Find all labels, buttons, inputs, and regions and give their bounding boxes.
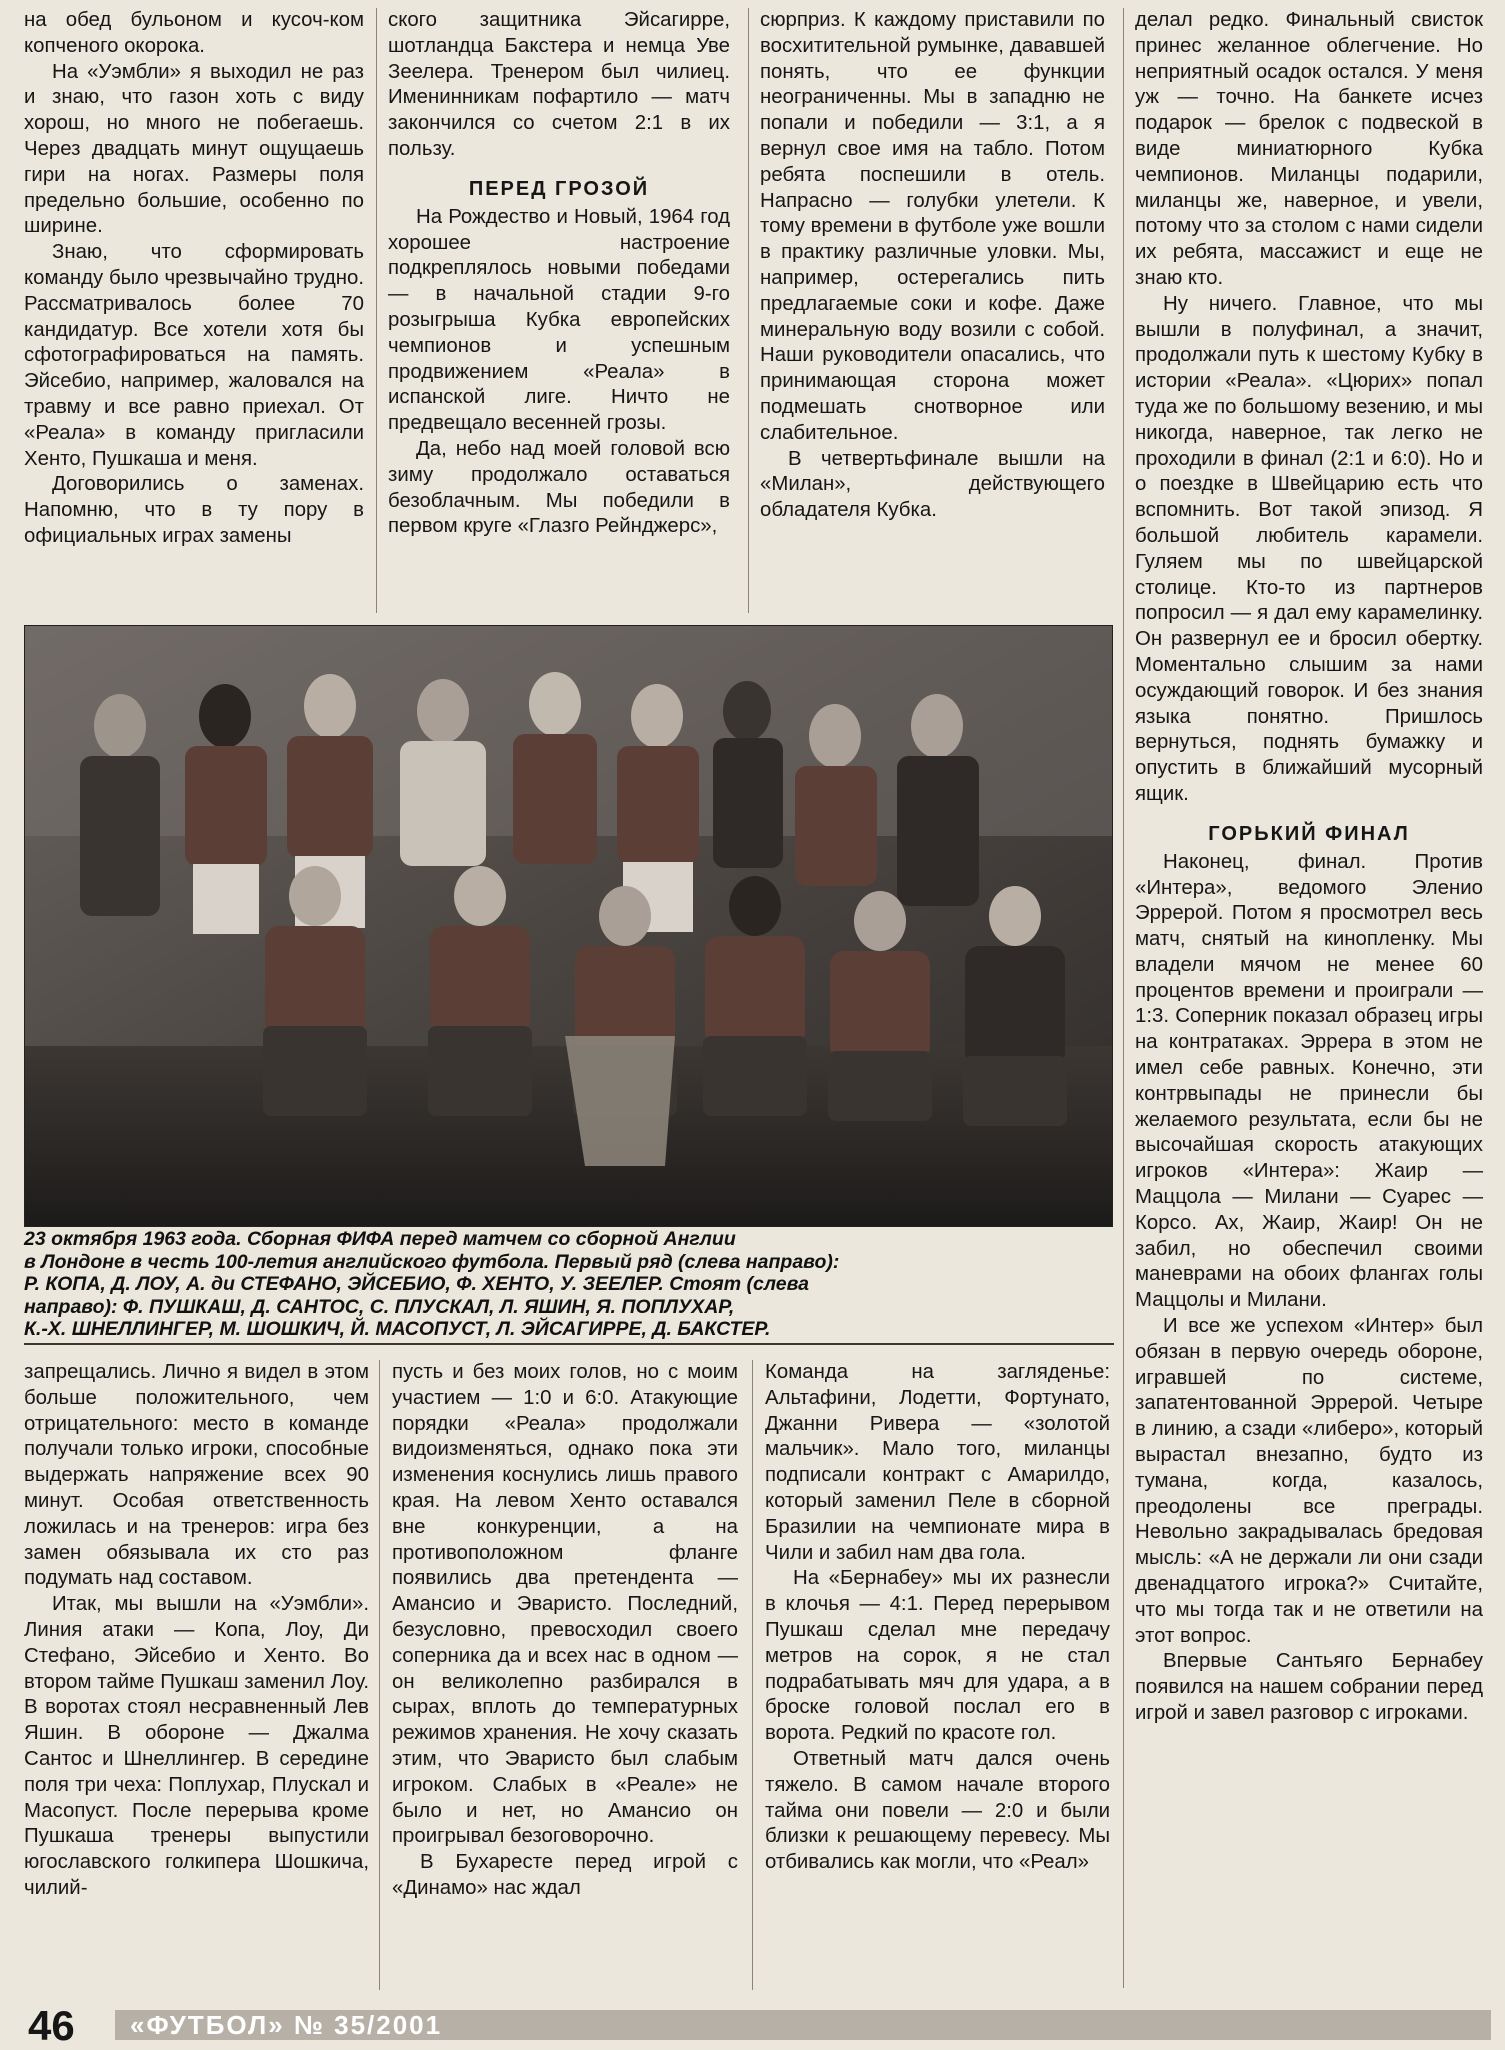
photo-caption <box>24 1228 1114 1341</box>
paragraph: Впервые Сантьяго Бернабеу появился на нашем собрании перед игрой и завел разговор с игроками. <box>1135 1650 1483 1724</box>
paragraph: ского защитника Эйсагирре, шотландца Бакстера и немца Уве Зеелера. Тренером был чилиец. Именинникам пофартило — матч закончился со счетом 2:1 в их пользу. <box>388 9 730 160</box>
section-divider <box>24 1343 1114 1345</box>
masthead: «ФУТБОЛ» № 35/2001 <box>130 2010 443 2040</box>
paragraph: Команда на загляденье: Альтафини, Лодетти, Фортунато, Джанни Ривера — «золотой мальчик». Мало того, миланцы подписали контракт с Амарилдо, который заменил Пеле в сборной Бразилии на чемпионате мира в Чили и забил нам два гола. <box>765 1361 1110 1564</box>
paragraph: В Бухаресте перед игрой с «Динамо» нас ждал <box>392 1851 738 1899</box>
caption-line: в Лондоне в честь 100-летия английского футбола. Первый ряд (слева направо): <box>24 1250 840 1273</box>
paragraph: делал редко. Финальный свисток принес желанное облегчение. Но неприятный осадок остался. У меня уж — точно. На банкете исчез подарок — брелок с подвеской в виде миниатюрного Кубка чемпионов. Миланцы подарили, миланцы же, наверное, и увели, потому что за столом с нами сидели их ребята, массажист и еще не знаю кто. <box>1135 9 1483 289</box>
paragraph: запрещались. Лично я видел в этом больше положительного, чем отрицательного: место в команде получали только игроки, способные выдержать напряжение всех 90 минут. Особая ответственность ложилась и на тренеров: игра без замен обязывала их сто раз подумать над составом. <box>24 1361 369 1590</box>
column-1 <box>24 8 364 550</box>
column-divider <box>752 1360 753 1990</box>
paragraph: И все же успехом «Интер» был обязан в первую очередь обороне, игравшей по системе, запатентованной Эррерой. Четыре в линию, а сзади «либеро», который вырастал внезапно, будто из тумана, когда, казалось, преодолены все преграды. Невольно закрадывалась бредовая мысль: «А не держали ли они сзади двенадцатого игрока?» Считайте, что мы тогда так и не ответили на этот вопрос. <box>1135 1315 1483 1647</box>
column-4 <box>1135 8 1483 1727</box>
paragraph: Ну ничего. Главное, что мы вышли в полуфинал, а значит, продолжали путь к шестому Кубку в истории «Реала». «Цюрих» попал туда же по большому везению, и мы никогда, наверное, так легко не проходили в финал (2:1 и 6:0). Но и о поездке в Швейцарию есть что вспомнить. Вот такой эпизод. Я большой любитель карамели. Гуляем мы по швейцарской столице. Кто-то из партнеров попросил — я дал ему карамелинку. Он развернул ее и бросил обертку. Моментально слышим за нами осуждающий говорок. И без знания языка понятно. Пришлось вернуться, поднять бумажку и опустить в ближайший мусорный ящик. <box>1135 292 1483 805</box>
column-bottom-1 <box>24 1360 369 1902</box>
caption-line: направо): Ф. ПУШКАШ, Д. САНТОС, С. ПЛУСКАЛ, Л. ЯШИН, Я. ПОПЛУХАР, <box>24 1295 735 1318</box>
paragraph: На «Уэмбли» я выходил не раз и знаю, что газон хоть с виду хорош, но много не побегаешь. Через двадцать минут ощущаешь гири на ногах. Размеры поля предельно большие, особенно по ширине. <box>24 60 364 238</box>
page-footer <box>0 2000 1505 2050</box>
column-3 <box>760 8 1105 524</box>
page-number: 46 <box>28 2002 75 2049</box>
paragraph: сюрприз. К каждому приставили по восхитительной румынке, дававшей понять, что ее функции неограниченны. Мы в западню не попали и победили — 3:1, а я вернул свое имя на табло. Потом ребята поспешили в отель. Напрасно — голубки улетели. К тому времени в футболе уже вошли в практику различные уловки. Мы, например, остерегались пить предлагаемые соки и кофе. Даже минеральную воду возили с собой. Наши руководители опасались, что принимающая сторона может подмешать снотворное или слабительное. <box>760 9 1105 444</box>
paragraph: на обед бульоном и кусоч-ком копченого окорока. <box>24 9 364 57</box>
paragraph: Итак, мы вышли на «Уэмбли». Линия атаки — Копа, Лоу, Ди Стефано, Эйсебио и Хенто. Во втором тайме Пушкаш заменил Лоу. В воротах стоял несравненный Лев Яшин. В обороне — Джалма Сантос и Шнеллингер. В середине поля три чеха: Поплухар, Плускал и Масопуст. После перерыва кроме Пушкаша тренеры выпустили югославского голкипера Шошкича, чилий- <box>24 1593 369 1899</box>
section-heading: ГОРЬКИЙ ФИНАЛ <box>1208 822 1410 845</box>
column-divider <box>379 1360 380 1990</box>
caption-line: К.-Х. ШНЕЛЛИНГЕР, М. ШОШКИЧ, Й. МАСОПУСТ, Л. ЭЙСАГИРРЕ, Д. БАКСТЕР. <box>24 1318 771 1340</box>
paragraph: На Рождество и Новый, 1964 год хорошее настроение подкреплялось новыми победами — в начальной стадии 9-го розыгрыша Кубка европейских чемпионов и успешным продвижением «Реала» в испанской лиге. Ничто не предвещало весенней грозы. <box>388 205 730 435</box>
section-heading: ПЕРЕД ГРОЗОЙ <box>468 177 650 200</box>
paragraph: Знаю, что сформировать команду было чрезвычайно трудно. Рассматривалось более 70 кандидатур. Все хотели хотя бы сфотографироваться на память. Эйсебио, например, жаловался на травму и все равно приехал. От «Реала» в команду пригласили Хенто, Пушкаша и меня. <box>24 241 364 470</box>
column-divider <box>1123 8 1124 1988</box>
caption-line: 23 октября 1963 года. Сборная ФИФА перед матчем со сборной Англии <box>24 1228 736 1250</box>
paragraph: В четвертьфинале вышли на «Милан», действующего обладателя Кубка. <box>760 447 1105 522</box>
team-photo <box>24 625 1113 1227</box>
column-divider <box>748 8 749 613</box>
paragraph: пусть и без моих голов, но с моим участием — 1:0 и 6:0. Атакующие порядки «Реала» продолжали видоизменяться, однако пока эти изменения коснулись лишь правого края. На левом Хенто оставался вне конкуренции, а на противоположном фланге появились два претендента — Амансио и Эваристо. Последний, безусловно, превосходил своего соперника да и всех нас в одном — он великолепно разбирался в сырах, вплоть до температурных режимов хранения. Не хочу сказать этим, что Эваристо был слабым игроком. Слабых в «Реале» не было и нет, но Амансио он проигрывал безоговорочно. <box>392 1361 738 1848</box>
column-bottom-3 <box>765 1360 1110 1876</box>
caption-line: Р. КОПА, Д. ЛОУ, А. ди СТЕФАНО, ЭЙСЕБИО, Ф. ХЕНТО, У. ЗЕЕЛЕР. Стоят (слева <box>24 1273 809 1295</box>
column-divider <box>376 8 377 613</box>
paragraph: Наконец, финал. Против «Интера», ведомого Эленио Эррерой. Потом я просмотрел весь матч, снятый на кинопленку. Мы владели мячом не менее 60 процентов времени и проиграли — 1:3. Соперник показал образец игры на контратаках. Эррера в этом не имел себе равных. Конечно, эти контрвыпады не принесли бы желаемого результата, если бы не высочайшая скорость атакующих игроков «Интера»: Жаир — Маццола — Милани — Суарес — Корсо. Ах, Жаир, Жаир! Он не забил, но обеспечил своими маневрами на обоих флангах голы Маццолы и Милани. <box>1135 850 1483 1312</box>
team-photo-illustration <box>25 626 1112 1226</box>
paragraph: Договорились о заменах. Напомню, что в ту пору в официальных играх замены <box>24 473 364 547</box>
paragraph: Да, небо над моей головой всю зиму продолжало оставаться безоблачным. Мы победили в первом круге «Глазго Рейнджерс», <box>388 437 730 538</box>
column-2 <box>388 8 730 540</box>
paragraph: На «Бернабеу» мы их разнесли в клочья — 4:1. Перед перерывом Пушкаш сделал мне передачу метров на сорок, я не стал подрабатывать мяч для удара, а в броске головой послал его в ворота. Редкий по красоте гол. <box>765 1567 1110 1745</box>
paragraph: Ответный матч дался очень тяжело. В самом начале второго тайма они повели — 2:0 и были близки к решающему перевесу. Мы отбивались как могли, что «Реал» <box>765 1747 1110 1874</box>
column-bottom-2 <box>392 1360 738 1902</box>
